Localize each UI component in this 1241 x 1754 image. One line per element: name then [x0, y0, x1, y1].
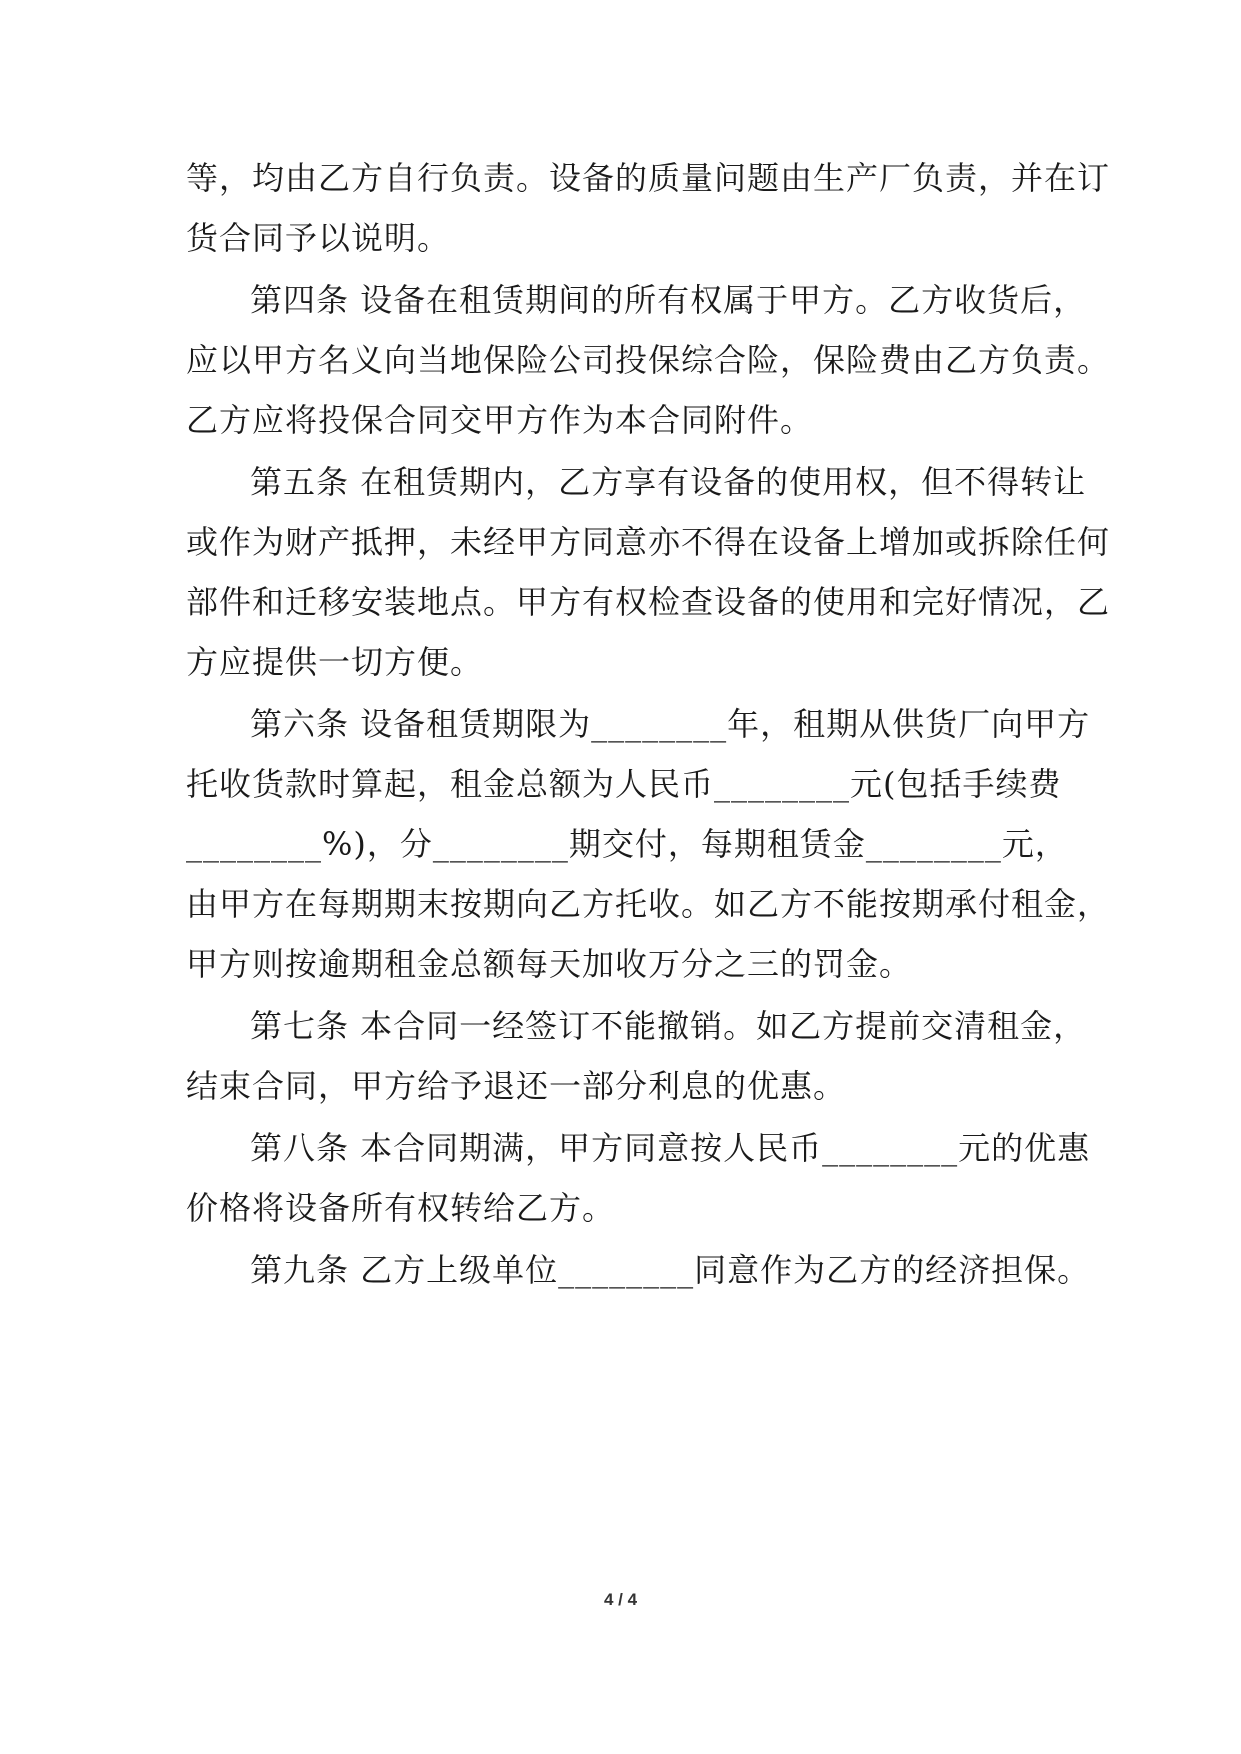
- article-5-heading-line: 第五条 在租赁期内，乙方享有设备的使用权，但不得转让: [250, 463, 1087, 501]
- text-line: 部件和迁移安装地点。甲方有权检查设备的使用和完好情况，乙: [186, 583, 1111, 621]
- article-8-heading-line: 第八条 本合同期满，甲方同意按人民币________元的优惠: [250, 1129, 1091, 1167]
- text-line: 托收货款时算起，租金总额为人民币________元(包括手续费: [186, 765, 1062, 803]
- text-line: 货合同予以说明。: [186, 219, 451, 257]
- text-line: 应以甲方名义向当地保险公司投保综合险，保险费由乙方负责。: [186, 341, 1111, 379]
- page-number: 4 / 4: [603, 1590, 638, 1609]
- article-7-heading-line: 第七条 本合同一经签订不能撤销。如乙方提前交清租金，: [250, 1007, 1087, 1045]
- article-4-heading-line: 第四条 设备在租赁期间的所有权属于甲方。乙方收货后，: [250, 281, 1087, 319]
- text-line: 乙方应将投保合同交甲方作为本合同附件。: [186, 401, 814, 439]
- article-6-heading-line: 第六条 设备租赁期限为________年，租期从供货厂向甲方: [250, 705, 1091, 743]
- text-line: 等，均由乙方自行负责。设备的质量问题由生产厂负责，并在订: [186, 159, 1111, 197]
- text-line: ________%)，分________期交付，每期租赁金________元，: [186, 825, 1068, 863]
- text-line: 方应提供一切方便。: [186, 643, 484, 681]
- article-9-heading-line: 第九条 乙方上级单位________同意作为乙方的经济担保。: [250, 1251, 1091, 1289]
- text-line: 或作为财产抵押，未经甲方同意亦不得在设备上增加或拆除任何: [186, 523, 1111, 561]
- text-line: 价格将设备所有权转给乙方。: [186, 1189, 616, 1227]
- text-line: 结束合同，甲方给予退还一部分利息的优惠。: [186, 1067, 847, 1105]
- text-line: 由甲方在每期期末按期向乙方托收。如乙方不能按期承付租金，: [186, 885, 1111, 923]
- text-line: 甲方则按逾期租金总额每天加收万分之三的罚金。: [186, 945, 913, 983]
